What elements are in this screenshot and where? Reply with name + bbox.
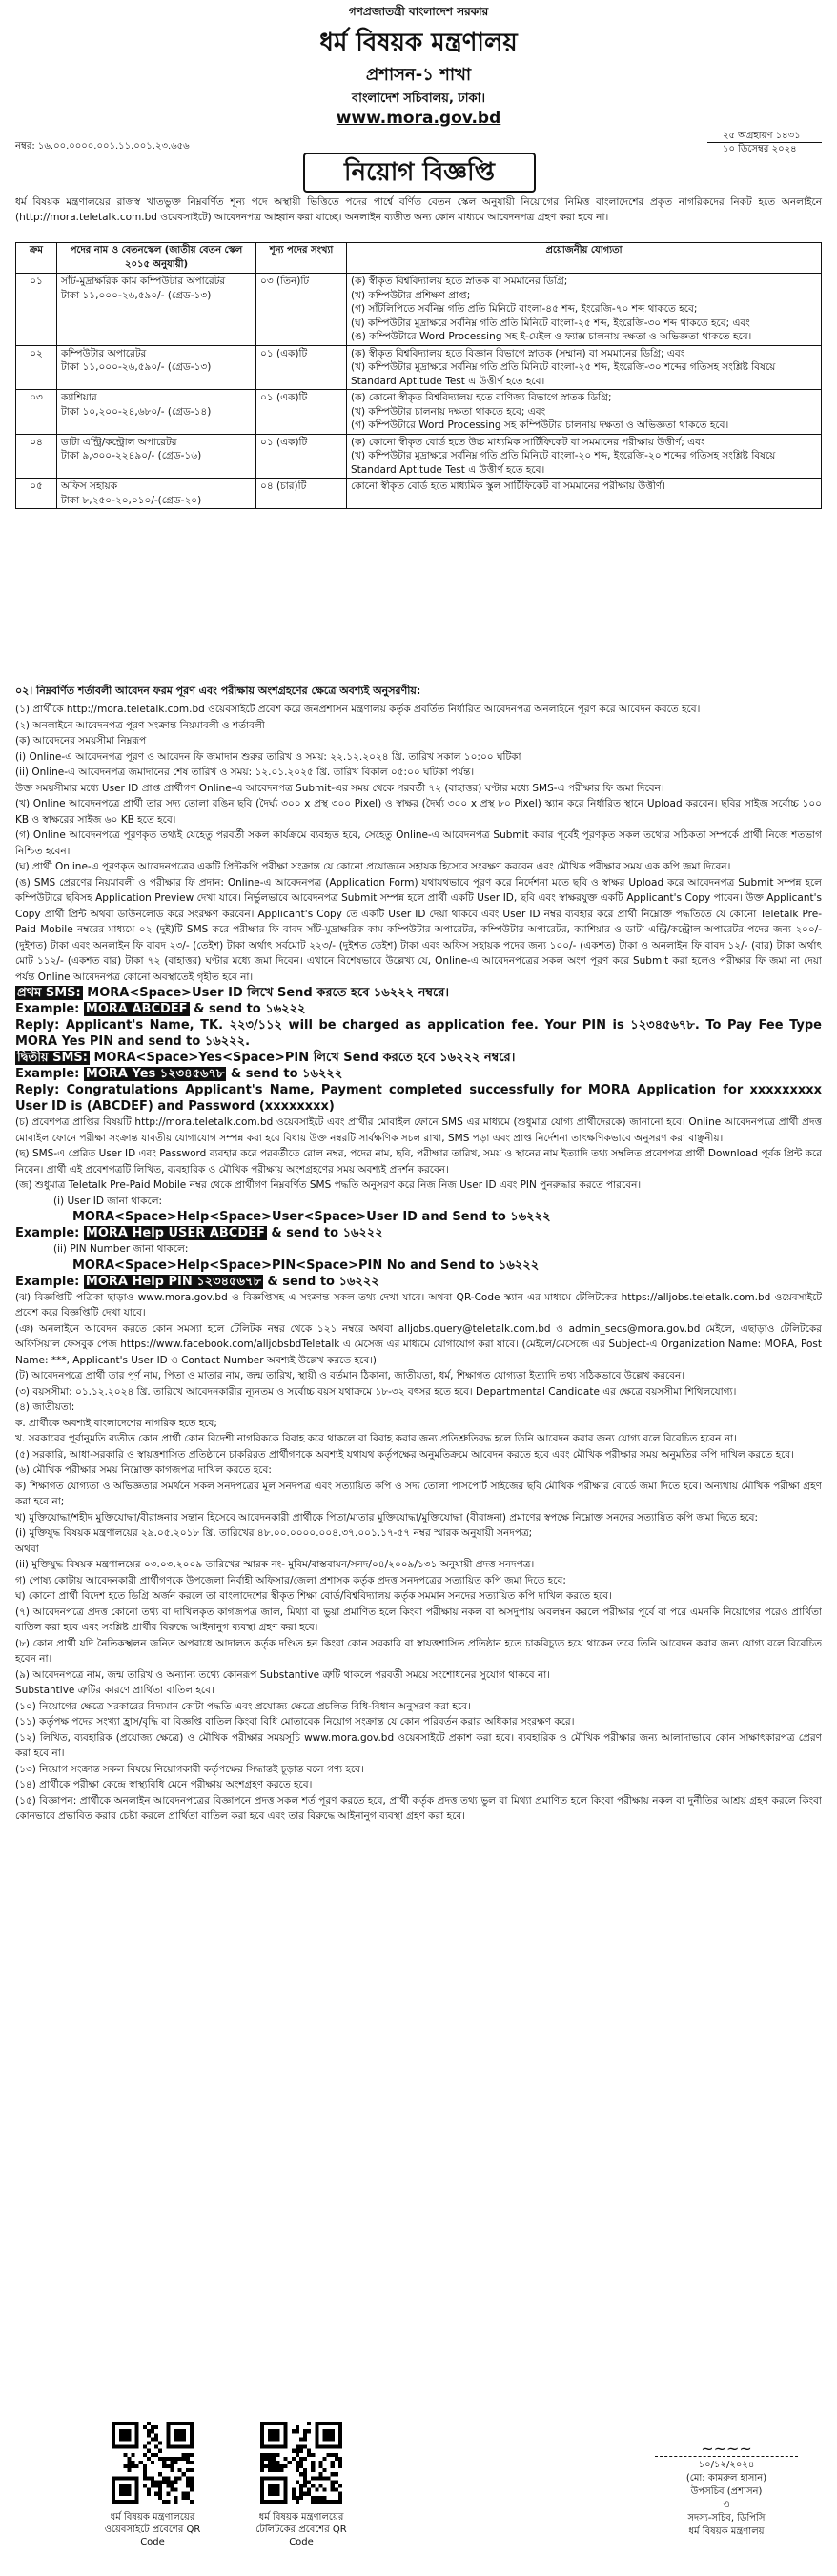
header-serial: ক্রম (16, 243, 57, 274)
signature-and: ও (723, 2500, 730, 2510)
intro-paragraph: ধর্ম বিষয়ক মন্ত্রণালয়ের রাজস্ব খাতভুক্ত নিম্নবর্ণিত শূন্য পদে অস্থায়ী ভিত্তিতে পদের পার্শ্বে বর্ণিত বেতন স্কেল অনুযায়ী নিয়োগের নিমিত্ত বাংলাদেশের প্রকৃত নাগরিকদের নিকট হতে অনলাইনে (http://mora.teletalk.com.bd ওয়েবসাইটে) আবেদনপত্র আহ্বান করা যাচ্ছে। অনলাইন ব্যতীত অন্য কোন মাধ্যমে আবেদনপত্র গ্রহণ করা হবে না। (15, 196, 822, 223)
condition-paragraph: (৩) বয়সসীমা: ০১.১২.২০২৪ খ্রি. তারিখে আবেদনকারীর ন্যূনতম ও সর্বোচ্চ বয়স যথাক্রমে ১৮-৩২ বৎসর হতে হবে। Departmental Candidate এর ক্ষেত্রে বয়সসীমা শিথিলযোগ্য। (15, 1385, 737, 1398)
post-name: কম্পিউটার অপারেটর (61, 347, 147, 359)
sms-example-1-code: MORA ABCDEF (85, 1002, 188, 1016)
qualification-item: (ঘ) কম্পিউটার মুদ্রাক্ষরে সর্বনিম্ন গতি প্রতি মিনিটে বাংলা-২৫ শব্দ, ইংরেজি-৩০ শব্দ থাকতে হবে; এবং (351, 317, 750, 329)
section-title: ০২। নিম্নবর্ণিত শর্তাবলী আবেদন ফরম পূরণ এবং পরীক্ষায় অংশগ্রহণের ক্ষেত্রে অবশ্যই অনুসরণীয়: (15, 685, 421, 697)
sms-reply-1: Reply: Applicant's Name, TK. ২২৩/১১২ will be charged as application fee. Your PIN is ১২৩৪৫৬৭৮. To Pay Fee Type MORA Yes PIN and send to ১৬২২২. (15, 1018, 822, 1049)
condition-paragraph: (ঞ) অনলাইনে আবেদন করতে কোন সমস্যা হলে টেলিটক নম্বর থেকে ১২১ নম্বরে অথবা alljobs.query@teletalk.com.bd ও admin_secs@mora.gov.bd মেইলে, এছাড়াও টেলিটকের অফিসিয়াল ফেসবুক পেজ https://www.facebook.com/alljobsbdTeletalk এ মেসেজ এর মাধ্যমে যোগাযোগ করা যাবে। (মেইলে/মেসেজে এর Subject-এ Organization Name: MORA, Post Name: ***, Applicant's User ID ও Contact Number অবশ্যই উল্লেখ করতে হবে।) (15, 1322, 822, 1366)
condition-paragraph: খ) মুক্তিযোদ্ধা/শহীদ মুক্তিযোদ্ধা/বীরাঙ্গনার সন্তান হিসেবে আবেদনকারী প্রার্থীকে পিতা/মাতার মুক্তিযোদ্ধা/মুক্তিযোদ্ধা (বীরাঙ্গনা) প্রমাণের স্বপক্ষে নিম্নোক্ত সনদের সত্যায়িত কপি জমা দিতে হবে: (15, 1511, 759, 1523)
cell-qualification (347, 274, 822, 346)
gov-title: গণপ্রজাতন্ত্রী বাংলাদেশ সরকার (348, 5, 489, 18)
branch-title: প্রশাসন-১ শাখা (365, 65, 472, 85)
sms-example-2-label: Example: (15, 1067, 80, 1081)
post-name: সাঁট-মুদ্রাক্ষরিক কাম কম্পিউটার অপারেটর (61, 276, 226, 287)
conditions-part-2 (15, 1114, 822, 1194)
qr-block-website (95, 2422, 210, 2548)
qualification-item: (খ) কম্পিউটার মুদ্রাক্ষরে সর্বনিম্ন গতি প্রতি মিনিটে বাংলা-২৫ শব্দ, ইংরেজি-৩০ শব্দের গতিসহ সংশ্লিষ্ট বিষয়ে Standard Aptitude Test এ উত্তীর্ণ হতে হবে। (351, 361, 776, 387)
condition-paragraph: (৯) আবেদনপত্রে নাম, জন্ম তারিখ ও অন্যান্য তথ্যে কোনরূপ Substantive ত্রুটি থাকলে পরবর্তী সময়ে সংশোধনের সুযোগ থাকবে না। (15, 1668, 551, 1681)
location-text: বাংলাদেশ সচিবালয়, ঢাকা। (351, 92, 486, 106)
qualification-item: (ক) কোনো স্বীকৃত বিশ্ববিদ্যালয় হতে বাণিজ্য বিভাগে স্নাতক ডিগ্রি; (351, 392, 612, 403)
condition-paragraph: (গ) Online আবেদনপত্রে পূরণকৃত তথ্যই যেহেতু পরবর্তী সকল কার্যক্রমে ব্যবহৃত হবে, সেহেতু Online-এ আবেদনপত্র Submit করার পূর্বেই পূরণকৃত সকল তথ্যের সঠিকতা সম্পর্কে প্রার্থী নিজে শতভাগ নিশ্চিত হবেন। (15, 829, 822, 857)
retrieve-pin-command: MORA<Space>Help<Space>PIN<Space>PIN No and Send to ১৬২২২ (72, 1257, 540, 1273)
sms-example-2-tail: & send to ১৬২২২ (230, 1067, 343, 1081)
posts-table (15, 242, 822, 509)
qr-caption-2: টেলিটকের প্রবেশের QR (255, 2525, 347, 2535)
sms-line-2 (15, 1050, 822, 1066)
cell-serial: ০২ (16, 345, 57, 390)
qr-caption-3: Code (289, 2537, 314, 2547)
notice-title: নিয়োগ বিজ্ঞপ্তি (303, 153, 536, 193)
cell-count: ০৪ (চার)টি (256, 479, 347, 509)
date-english: ১০ ডিসেম্বর ২০২৪ (723, 144, 797, 154)
condition-paragraph: (ii) Online-এ আবেদনপত্র জমাদানের শেষ তারিখ ও সময়: ১২.০১.২০২৫ খ্রি. তারিখ বিকাল ০৫:০০ ঘটিকা পর্যন্ত। (15, 767, 475, 778)
post-name: ডাটা এন্ট্রি/কন্ট্রোল অপারেটর (61, 436, 177, 448)
retrieve-userid-command: MORA<Space>Help<Space>User<Space>User ID and Send to ১৬২২২ (72, 1210, 551, 1224)
retrieve-pin-example-tail: & send to ১৬২২২ (267, 1274, 379, 1289)
cell-qualification (347, 345, 822, 390)
post-name: অফিস সহায়ক (61, 480, 118, 492)
qualification-item: (ক) স্বীকৃত বিশ্ববিদ্যালয় হতে স্নাতক বা সমমানের ডিগ্রি; (351, 276, 568, 287)
cell-serial: ০৩ (16, 390, 57, 435)
condition-paragraph: (১৫) বিজ্ঞাপন: প্রার্থীকে অনলাইন আবেদনপত্রের বিজ্ঞাপনে প্রদত্ত সকল শর্ত পূরণ করতে হবে, প্রার্থী কর্তৃক প্রদত্ত তথ্য ভুল বা মিথ্যা প্রমাণিত হলে কিংবা পরীক্ষায় নকল বা দুর্নীতির আশ্রয় গ্রহণ করলে কিংবা কোনভাবে প্রভাবিত করার চেষ্টা করলে প্রার্থিতা বাতিল করা হবে এবং তার বিরুদ্ধে আইনানুগ ব্যবস্থা গ্রহণ করা হবে। (15, 1794, 822, 1822)
condition-paragraph: (২) অনলাইনে আবেদনপত্র পূরণ সংক্রান্ত নিয়মাবলী ও শর্তাবলী (15, 719, 265, 731)
condition-paragraph: (ক) আবেদনের সময়সীমা নিম্নরূপ (15, 735, 147, 746)
post-scale: টাকা ৮,২৫০-২০,০১০/-(গ্রেড-২০) (61, 494, 202, 506)
header-post: পদের নাম ও বেতনস্কেল (জাতীয় বেতন স্কেল ২০১৫ অনুযায়ী) (57, 243, 256, 274)
cell-post (57, 345, 256, 390)
condition-paragraph: (খ) Online আবেদনপত্রে প্রার্থী তার সদ্য তোলা রঙিন ছবি (দৈর্ঘ্য ৩০০ x প্রস্থ ৩০০ Pixel) ও স্বাক্ষর (দৈর্ঘ্য ৩০০ x প্রস্থ ৮০ Pixel) স্ক্যান করে নির্ধারিত স্থানে Upload করবেন। ছবির সাইজ সর্বোচ্চ ১০০ KB ও স্বাক্ষরের সাইজ ৬০ KB হতে হবে। (15, 798, 822, 826)
sms-command-2: MORA<Space>Yes<Space>PIN (93, 1051, 310, 1065)
condition-paragraph: (ছ) SMS-এ প্রেরিত User ID এবং Password ব্যবহার করে পরবর্তীতে রোল নম্বর, পদের নাম, ছবি, পরীক্ষার তারিখ, সময় ও স্থানের নাম ইত্যাদি তথ্য সম্বলিত প্রবেশপত্র প্রার্থী Download পূর্বক প্রিন্ট করে নিবেন। প্রার্থী এই প্রবেশপত্রটি লিখিত, ব্যবহারিক ও মৌখিক পরীক্ষায় অংশগ্রহণের সময় অবশ্যই প্রদর্শন করবেন। (15, 1148, 822, 1176)
signature-block (631, 2440, 822, 2539)
cell-serial: ০৫ (16, 479, 57, 509)
table-row (16, 479, 822, 509)
qualification-item: (গ) সাঁটলিপিতে সর্বনিম্ন গতি প্রতি মিনিটে বাংলা-৪৫ শব্দ, ইংরেজি-৭০ শব্দ থাকতে হবে; (351, 303, 698, 315)
table-row (16, 434, 822, 479)
signature-scribble: ~~~~ (701, 2440, 752, 2458)
post-scale: টাকা ১১,০০০-২৬,৫৯০/- (গ্রেড-১৩) (61, 289, 212, 301)
conditions-body (15, 702, 822, 2418)
retrieve-userid-example (15, 1225, 822, 1241)
condition-paragraph: (চ) প্রবেশপত্র প্রাপ্তির বিষয়টি http://mora.teletalk.com.bd ওয়েবসাইটে এবং প্রার্থীর মোবাইল ফোনে SMS এর মাধ্যমে (শুধুমাত্র যোগ্য প্রার্থীদেরকে) জানানো হবে। Online আবেদনপত্রে প্রার্থী প্রদত্ত মোবাইল ফোনে পরীক্ষা সংক্রান্ত যাবতীয় যোগাযোগ সম্পন্ন করা হবে বিধায় উক্ত নম্বরটি সার্বক্ষণিক সচল রাখা, SMS পড়া এবং প্রাপ্ত নির্দেশনা তাৎক্ষণিকভাবে অনুসরণ করা বাঞ্ছনীয়। (15, 1116, 822, 1144)
sms-reply-2: Reply: Congratulations Applicant's Name, Payment completed successfully for MORA Application for xxxxxxxxx User ID is (ABCDEF) and Password (xxxxxxxx) (15, 1083, 822, 1114)
retrieve-userid-example-label: Example: (15, 1226, 80, 1240)
retrieve-pin-example-label: Example: (15, 1274, 80, 1289)
table-row (16, 345, 822, 390)
sms-line-1 (15, 985, 822, 1001)
condition-paragraph: (১০) নিয়োগের ক্ষেত্রে সরকারের বিদ্যমান কোটা পদ্ধতি এবং প্রযোজ্য ক্ষেত্রে প্রচলিত বিধি-বিধান অনুসরণ করা হবে। (15, 1700, 471, 1712)
condition-paragraph: (৭) আবেদনপত্রে প্রদত্ত কোনো তথ্য বা দাখিলকৃত কাগজপত্র জাল, মিথ্যা বা ভুয়া প্রমাণিত হলে কিংবা পরীক্ষায় নকল বা অসদুপায় অবলম্বন করলে পরীক্ষার পূর্বে বা পরে এমনকি নিয়োগের পরেও প্রার্থিতা বাতিল করা হবে এবং সংশ্লিষ্ট প্রার্থীর বিরুদ্ধে আইনানুগ ব্যবস্থা গ্রহণ করা হবে। (15, 1605, 822, 1633)
cell-count: ০১ (এক)টি (256, 345, 347, 390)
qualification-item: (খ) কম্পিউটার প্রশিক্ষণ প্রাপ্ত; (351, 289, 471, 301)
condition-paragraph: (i) মুক্তিযুদ্ধ বিষয়ক মন্ত্রণালয়ের ২৯.০৫.২০১৮ খ্রি. তারিখের ৪৮.০০.০০০০.০০৪.৩৭.০০১.১৭-৫৭ নম্বর স্মারক অনুযায়ী সনদপত্র; (15, 1527, 533, 1539)
signature-office: ধর্ম বিষয়ক মন্ত্রণালয় (688, 2526, 765, 2537)
qualification-item: (ক) কোনো স্বীকৃত বোর্ড হতে উচ্চ মাধ্যমিক সার্টিফিকেট বা সমমানের পরীক্ষায় উত্তীর্ণ; এবং (351, 436, 705, 448)
qualification-item: (গ) কম্পিউটারে Word Processing সহ কম্পিউটার চালনায় দক্ষতা ও অভিজ্ঞতা থাকতে হবে। (351, 419, 729, 431)
sms-example-1 (15, 1001, 822, 1017)
sms-example-1-tail: & send to ১৬২২২ (194, 1002, 306, 1016)
cell-post (57, 479, 256, 509)
condition-paragraph: Substantive ত্রুটির কারণে প্রার্থিতা বাতিল হবে। (15, 1685, 214, 1696)
cell-count: ০৩ (তিন)টি (256, 274, 347, 346)
signature-designation: উপসচিব (প্রশাসন) (690, 2486, 763, 2497)
cell-count: ০১ (এক)টি (256, 434, 347, 479)
qualification-item: কোনো স্বীকৃত বোর্ড হতে মাধ্যমিক স্কুল সার্টিফিকেট বা সমমানের পরীক্ষায় উত্তীর্ণ। (351, 480, 665, 492)
retrieve-pin-example-code: MORA Help PIN ১২৩৪৫৬৭৮ (85, 1274, 261, 1289)
sms-label-2: দ্বিতীয় SMS: (17, 1051, 88, 1065)
qualification-item: (খ) কম্পিউটার মুদ্রাক্ষরে সর্বনিম্ন গতি প্রতি মিনিটে বাংলা-২০ শব্দ, ইংরেজি-২০ শব্দের গতিসহ সংশ্লিষ্ট বিষয়ে Standard Aptitude Test এ উত্তীর্ণ হতে হবে। (351, 450, 776, 476)
qr-caption-1: ধর্ম বিষয়ক মন্ত্রণালয়ের (110, 2512, 195, 2523)
cell-qualification (347, 434, 822, 479)
post-name: ক্যাশিয়ার (61, 392, 97, 403)
qr-code-icon[interactable] (260, 2422, 342, 2504)
header-qualification: প্রয়োজনীয় যোগ্যতা (347, 243, 822, 274)
retrieve-userid-label: (i) User ID জানা থাকলে: (53, 1195, 163, 1207)
conditions-part-1 (15, 702, 822, 985)
retrieve-pin-label: (ii) PIN Number জানা থাকলে: (53, 1243, 189, 1255)
cell-count: ০১ (এক)টি (256, 390, 347, 435)
qualification-item: (ক) স্বীকৃত বিশ্ববিদ্যালয় হতে বিজ্ঞান বিভাগে স্নাতক (সম্মান) বা সমমানের ডিগ্রি; এবং (351, 347, 685, 359)
sms-example-2-code: MORA Yes ১২৩৪৫৬৭৮ (85, 1067, 225, 1081)
condition-paragraph: (১) প্রার্থীকে http://mora.teletalk.com.bd ওয়েবসাইটে প্রবেশ করে জনপ্রশাসন মন্ত্রণালয় কর্তৃক প্রবর্তিত নির্ধারিত আবেদনপত্র অনলাইনে পূরণ করে আবেদন করতে হবে। (15, 704, 701, 715)
signature-name: (মো: কামরুল হাসান) (685, 2473, 767, 2484)
post-scale: টাকা ১০,২০০-২৪,৬৮০/- (গ্রেড-১৪) (61, 405, 212, 418)
condition-paragraph: (ঙ) SMS প্রেরণের নিয়মাবলী ও পরীক্ষার ফি প্রদান: Online-এ আবেদনপত্র (Application Form) যথাযথভাবে পূরণ করে নির্দেশনা মতে ছবি ও স্বাক্ষর Upload করে আবেদনপত্র Submit সম্পন্ন হলে কম্পিউটারে ছবিসহ Application Preview দেখা যাবে। নির্ভুলভাবে আবেদনপত্র Submit সম্পন্ন হলে প্রার্থী একটি User ID, ছবি এবং স্বাক্ষরযুক্ত একটি Applicant's Copy পাবেন। উক্ত Applicant's Copy প্রার্থী প্রিন্ট অথবা ডাউনলোড করে সংরক্ষণ করবেন। Applicant's Copy তে একটি User ID দেয়া থাকবে এবং User ID নম্বর ব্যবহার করে প্রার্থী নিম্নোক্ত পদ্ধতিতে যে কোনো Teletalk Pre-Paid Mobile নম্বরের মাধ্যমে ০২ (দুই)টি SMS করে পরীক্ষার ফি বাবদ সাঁট-মুদ্রাক্ষরিক কাম কম্পিউটার অপারেটর, কম্পিউটার অপারেটর, ক্যাশিয়ার ও ডাটা এন্ট্রি/কন্ট্রোল অপারেটর পদের জন্য ২০০/- (দুইশত) টাকা এবং অনলাইন ফি বাবদ ২৩/- (তেইশ) টাকা অর্থাৎ সর্বমোট ২২৩/- (দুইশত তেইশ) টাকা এবং অফিস সহায়ক পদের জন্য ১০০/- (একশত) টাকা ও অনলাইন ফি বাবদ ১২/- (বার) টাকা অর্থাৎ মোট ১১২/- (একশত বার) টাকা ৭২ (বাহাত্তর) ঘণ্টার মধ্যে জমা দিবেন। এখানে বিশেষভাবে উল্লেখ্য যে, Online-এ আবেদনপত্রের সকল অংশ পূরণ করে Submit করা হলেও পরীক্ষার ফি জমা না দেয়া পর্যন্ত Online আবেদনপত্র কোনো অবস্থাতেই গৃহীত হবে না। (15, 876, 822, 983)
retrieve-pin-example (15, 1274, 822, 1290)
retrieve-userid-example-code: MORA Help USER ABCDEF (85, 1226, 265, 1240)
retrieve-userid-example-tail: & send to ১৬২২২ (271, 1226, 383, 1240)
condition-paragraph: গ) পোষ্য কোটায় আবেদনকারী প্রার্থীগণকে উপজেলা নির্বাহী অফিসার/জেলা প্রশাসক কর্তৃক প্রদত্ত সনদপত্রের সত্যায়িত কপি জমা দিতে হবে; (15, 1574, 566, 1586)
sms-command-2-tail: লিখে Send করতে হবে ১৬২২২ নম্বরে। (313, 1051, 516, 1065)
condition-paragraph: ক. প্রার্থীকে অবশ্যই বাংলাদেশের নাগরিক হতে হবে; (15, 1417, 217, 1429)
date-block (707, 130, 822, 155)
cell-serial: ০১ (16, 274, 57, 346)
cell-post (57, 274, 256, 346)
header-count: শূন্য পদের সংখ্যা (256, 243, 347, 274)
condition-paragraph: (১২) লিখিত, ব্যবহারিক (প্রযোজ্য ক্ষেত্রে) ও মৌখিক পরীক্ষার সময়সূচি www.mora.gov.bd ওয়েবসাইটে প্রকাশ করা হবে। ব্যবহারিক ও মৌখিক পরীক্ষার জন্য আলাদাভাবে কোন সাক্ষাৎকারপত্র প্রেরণ করা হবে না। (15, 1731, 822, 1759)
table-row (16, 390, 822, 435)
ministry-title: ধর্ম বিষয়ক মন্ত্রণালয় (319, 29, 518, 57)
website-link[interactable]: www.mora.gov.bd (336, 109, 501, 128)
post-scale: টাকা ১১,০০০-২৬,৫৯০/- (গ্রেড-১৩) (61, 361, 212, 373)
signature-date: ১০/১২/২০২৪ (698, 2460, 755, 2470)
conditions-part-3 (15, 1290, 822, 1825)
sms-example-1-label: Example: (15, 1002, 80, 1016)
cell-serial: ০৪ (16, 434, 57, 479)
table-row (16, 274, 822, 346)
condition-paragraph: খ. সরকারের পূর্বানুমতি ব্যতীত কোন প্রার্থী কোন বিদেশী নাগরিককে বিবাহ করে থাকলে বা বিবাহ করার জন্য প্রতিশ্রুতিবদ্ধ হলে তিনি আবেদন করার জন্য যোগ্য বলে বিবেচিত হবেন না। (15, 1433, 737, 1444)
condition-paragraph: ঘ) কোনো প্রার্থী বিদেশ হতে ডিগ্রি অর্জন করলে তা বাংলাদেশের স্বীকৃত শিক্ষা বোর্ড/বিশ্ববিদ্যালয় কর্তৃক সমমান সনদের সত্যায়িত কপি দাখিল করতে হবে। (15, 1590, 612, 1602)
qualification-item: (ঙ) কম্পিউটারে Word Processing সহ ই-মেইল ও ফ্যাক্স চালনায় দক্ষতা ও অভিজ্ঞতা থাকতে হবে। (351, 331, 752, 342)
qr-caption-2: ওয়েবসাইটে প্রবেশের QR (104, 2525, 201, 2535)
condition-paragraph: (১৩) নিয়োগ সংক্রান্ত সকল বিষয়ে নিয়োগকারী কর্তৃপক্ষের সিদ্ধান্তই চূড়ান্ত বলে গণ্য হবে। (15, 1763, 364, 1775)
condition-paragraph: (ঝ) বিজ্ঞপ্তিটি পত্রিকা ছাড়াও www.mora.gov.bd ও বিজ্ঞপ্তিসহ এ সংক্রান্ত সকল তথ্য দেখা যাবে। অথবা QR-Code স্ক্যান এর মাধ্যমে টেলিটকের https://alljobs.teletalk.com.bd ওয়েবসাইটে প্রবেশ করে বিজ্ঞপ্তিটি দেখা যাবে। (15, 1291, 822, 1319)
condition-paragraph: (৬) মৌখিক পরীক্ষার সময় নিম্নোক্ত কাগজপত্র দাখিল করতে হবে: (15, 1464, 272, 1476)
qr-caption-3: Code (140, 2537, 165, 2547)
cell-post (57, 390, 256, 435)
cell-qualification (347, 390, 822, 435)
post-scale: টাকা ৯,৩০০-২২৪৯০/- (গ্রেড-১৬) (61, 450, 202, 461)
qr-block-teletalk (244, 2422, 358, 2548)
condition-paragraph: (ii) মুক্তিযুদ্ধ বিষয়ক মন্ত্রণালয়ের ০৩.০৩.২০০৯ তারিখের স্মারক নং- মুবিম/বাস্তবায়ন/সনদ/০৪/২০০৯/১৩১ অনুযায়ী প্রদত্ত সনদপত্র। (15, 1559, 535, 1570)
condition-paragraph: ক) শিক্ষাগত যোগ্যতা ও অভিজ্ঞতার সমর্থনে সকল সনদপত্রের মূল সনদপত্র এবং সত্যায়িত কপি ও সদ্য তোলা পাসপোর্ট সাইজের ছবি মৌখিক পরীক্ষার বোর্ডে জমা দিতে হবে। অন্যথায় মৌখিক পরীক্ষা গ্রহণ করা হবে না; (15, 1480, 822, 1507)
table-header-row (16, 243, 822, 274)
condition-paragraph: (জ) শুধুমাত্র Teletalk Pre-Paid Mobile নম্বর থেকে প্রার্থীগণ নিম্নবর্ণিত SMS পদ্ধতি অনুসরণ করে নিজ নিজ User ID এবং PIN পুনরুদ্ধার করতে পারবেন। (15, 1179, 642, 1191)
condition-paragraph: (ট) আবেদনপত্রে প্রার্থী তার পূর্ণ নাম, পিতা ও মাতার নাম, জন্ম তারিখ, স্থায়ী ও বর্তমান ঠিকানা, জাতীয়তা, ধর্ম, শিক্ষাগত যোগ্যতা ইত্যাদি তথ্য সঠিকভাবে উল্লেখ করবেন। (15, 1370, 685, 1381)
qualification-item: (খ) কম্পিউটার চালনায় দক্ষতা থাকতে হবে; এবং (351, 405, 546, 418)
signature-role: সদস্য-সচিব, ডিপিসি (687, 2513, 766, 2524)
sms-command-1: MORA<Space>User ID (87, 986, 243, 1000)
condition-paragraph: অথবা (15, 1543, 39, 1555)
qr-code-icon[interactable] (112, 2422, 194, 2504)
condition-paragraph: (৮) কোন প্রার্থী যদি নৈতিকস্খলন জনিত অপরাধে আদালত কর্তৃক দণ্ডিত হন কিংবা কোন সরকারি বা স্বায়ত্তশাসিত প্রতিষ্ঠান হতে চাকরিচ্যুত হয়ে থাকেন তবে তিনি আবেদন করার জন্য যোগ্য বলে বিবেচিত হবেন না। (15, 1637, 822, 1665)
sms-label-1: প্রথম SMS: (17, 986, 81, 1000)
sms-example-2 (15, 1066, 822, 1082)
sms-command-1-tail: লিখে Send করতে হবে ১৬২২২ নম্বরে। (247, 986, 450, 1000)
memo-number: নম্বর: ১৬.০০.০০০০.০০১.১১.০০১.২৩.৬৫৬ (15, 141, 190, 152)
condition-paragraph: (৫) সরকারি, আধা-সরকারি ও স্বায়ত্তশাসিত প্রতিষ্ঠানে চাকরিরত প্রার্থীগণকে অবশ্যই যথাযথ কর্তৃপক্ষের অনুমতিক্রমে আবেদন করতে হবে এবং মৌখিক পরীক্ষার সময় অনুমতির কপি দাখিল করতে হবে। (15, 1448, 794, 1461)
cell-qualification (347, 479, 822, 509)
date-bangla: ২৫ অগ্রহায়ণ ১৪৩১ (707, 130, 822, 143)
condition-paragraph: (৪) জাতীয়তা: (15, 1401, 75, 1413)
condition-paragraph: (i) Online-এ আবেদনপত্র পূরণ ও আবেদন ফি জমাদান শুরুর তারিখ ও সময়: ২২.১২.২০২৪ খ্রি. তারিখ সকাল ১০:০০ ঘটিকা (15, 750, 521, 763)
condition-paragraph: উক্ত সময়সীমার মধ্যে User ID প্রাপ্ত প্রার্থীগণ Online-এ আবেদনপত্র Submit-এর সময় থেকে পরবর্তী ৭২ (বাহাত্তর) ঘণ্টার মধ্যে SMS-এ পরীক্ষার ফি জমা দিবেন। (15, 782, 664, 794)
posts-table-body (16, 274, 822, 509)
condition-paragraph: (১১) কর্তৃপক্ষ পদের সংখ্যা হ্রাস/বৃদ্ধি বা বিজ্ঞপ্তি বাতিল কিংবা বিধি মোতাবেক নিয়োগ সংক্রান্ত যে কোন পরিবর্তন করার অধিকার সংরক্ষণ করে। (15, 1716, 575, 1728)
condition-paragraph: (১৪) প্রার্থীকে পরীক্ষা কেন্দ্রে স্বাস্থ্যবিধি মেনে পরীক্ষায় অংশগ্রহণ করতে হবে। (15, 1779, 313, 1790)
condition-paragraph: (ঘ) প্রার্থী Online-এ পূরণকৃত আবেদনপত্রের একটি প্রিন্টকপি পরীক্ষা সংক্রান্ত যে কোনো প্রয়োজনে সহায়ক হিসেবে সংরক্ষণ করবেন এবং মৌখিক পরীক্ষার সময় এক কপি জমা দিবেন। (15, 861, 731, 872)
qr-caption-1: ধর্ম বিষয়ক মন্ত্রণালয়ের (258, 2512, 344, 2523)
cell-post (57, 434, 256, 479)
